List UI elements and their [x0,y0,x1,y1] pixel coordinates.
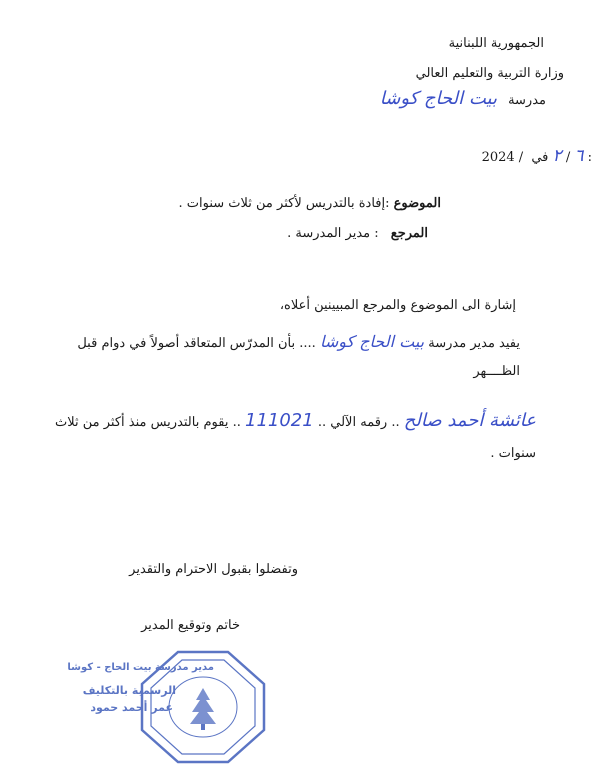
body-line-2-end: بأن المدرّس المتعاقد أصولاً في دوام قبل [77,336,296,351]
reference-line [287,226,428,241]
school-prefix: مدرسة [508,93,546,108]
body-line-2-school: بيت الحاج كوشا [319,332,425,351]
ministry-label: وزارة التربية والتعليم العالي [415,66,564,81]
school-line [380,88,546,116]
subject-text: :إفادة بالتدريس لأكثر من ثلاث سنوات . [178,196,390,211]
body-line-2 [77,332,520,351]
body-line-4-mid: رقمه الآلي [330,415,388,430]
body-line-4: عائشة أحمد صالح .. رقمه الآلي .. 111021 .. يقوم بالتدريس منذ أكثر من ثلاث [54,410,536,431]
date-day: ٢ [552,146,562,166]
body-line-4-end: يقوم بالتدريس منذ أكثر من ثلاث [54,415,229,430]
teacher-name-handwritten: عائشة أحمد صالح [403,410,536,431]
stamp-line-1: مدير مدرسة بيت الحاج - كوشا [67,662,214,673]
signature-label: خاتم وتوقيع المدير [141,618,240,633]
closing-line: وتفضلوا بقبول الاحترام والتقدير [129,562,298,577]
stamp-line-3: عمر أحمد حمود [90,701,173,714]
stamp-line-2: الرسمية بالتكليف [82,684,176,697]
body-line-5: سنوات . [490,446,536,461]
date-label: في : [531,150,592,165]
school-name-handwritten: بيت الحاج كوشا [379,88,497,109]
body-line-2-dots: .... [299,336,316,351]
reference-text: : مدير المدرسة . [287,226,379,241]
date-month: ٦ [574,146,584,166]
teacher-number-handwritten: 111021 [245,410,314,431]
date-sep-2: / [565,150,571,165]
subject-label: الموضوع [393,196,441,211]
republic-label: الجمهورية اللبنانية [448,36,544,51]
date-line [482,146,592,166]
reference-label: المرجع [390,226,428,241]
body-line-2-start: يفيد مدير مدرسة [428,336,520,351]
body-line-1: إشارة الى الموضوع والمرجع المبيينين أعلاه، [279,298,516,313]
date-sep-1: / [518,150,524,165]
body-line-3: الظــــهر [473,364,520,379]
date-year: 2024 [481,150,515,165]
subject-line [179,196,441,211]
